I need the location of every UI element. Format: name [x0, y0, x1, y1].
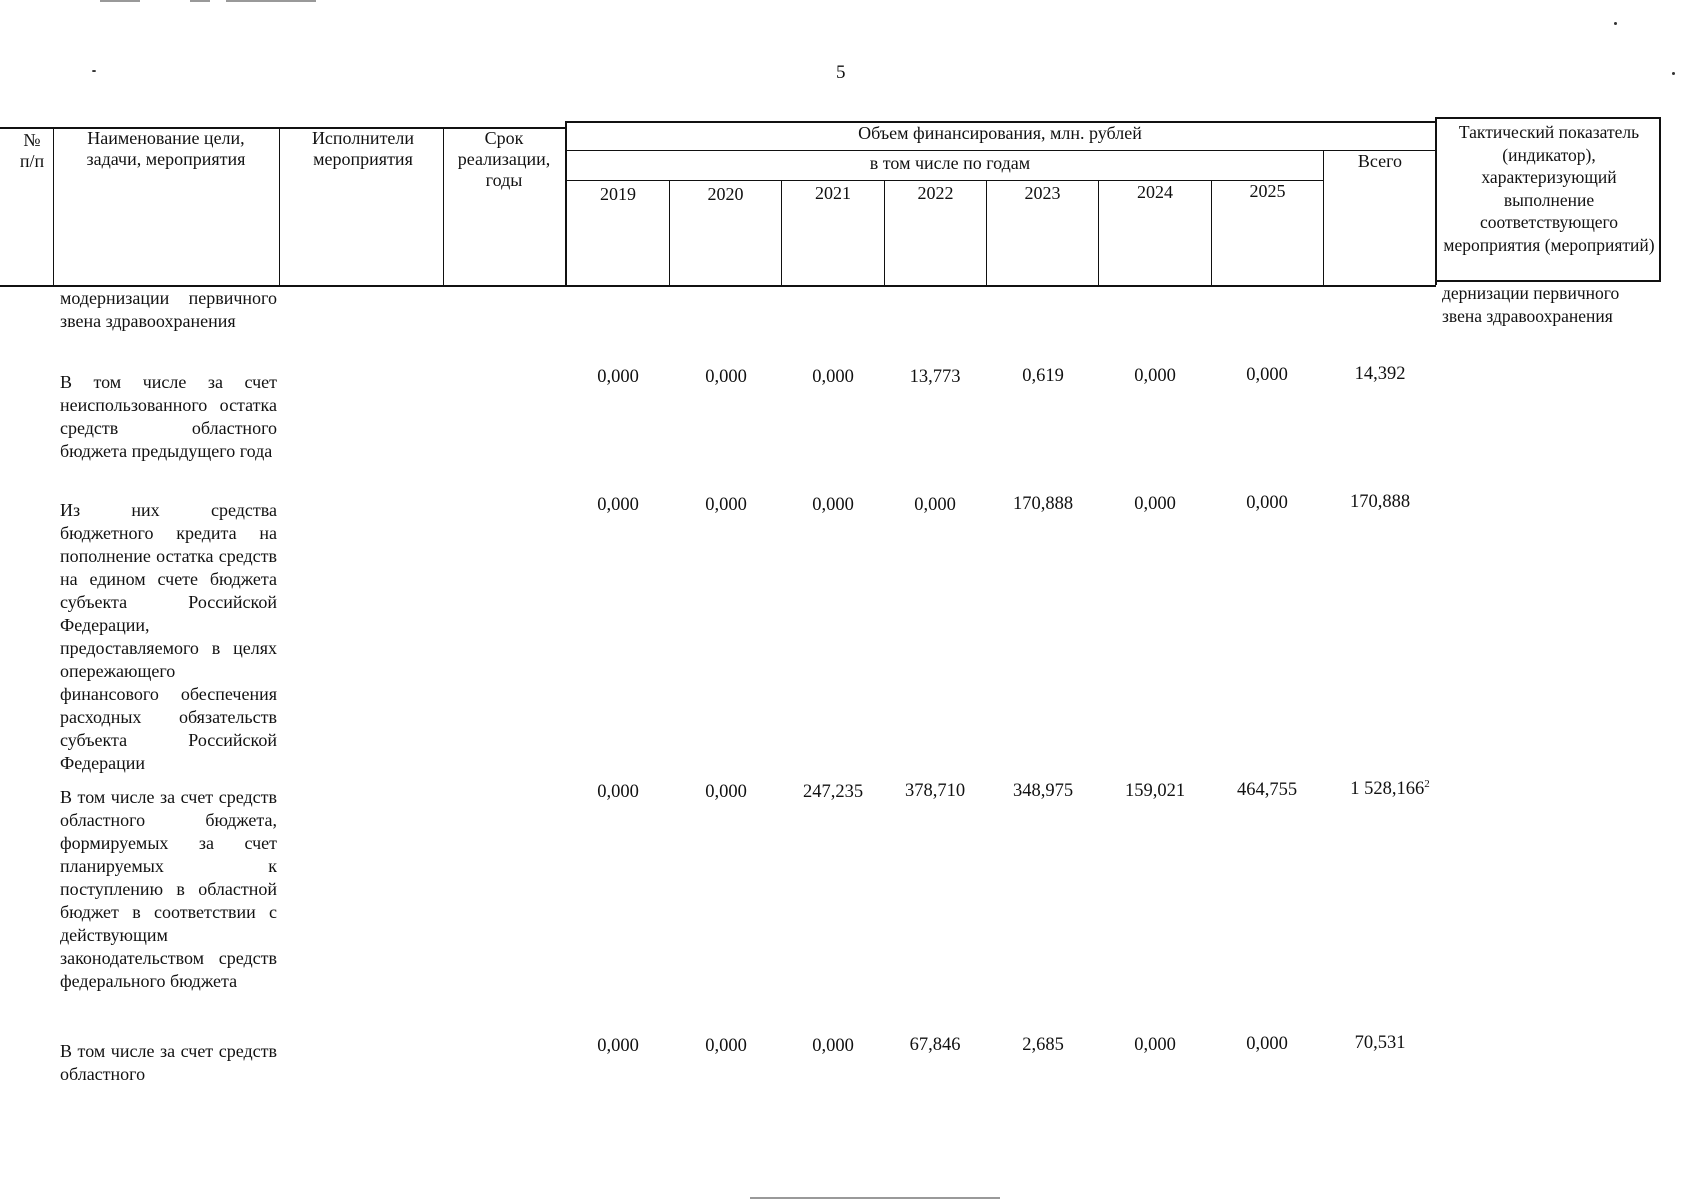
- value-total: 14,392: [1354, 364, 1406, 384]
- header-year: 2022: [917, 183, 954, 203]
- value-2019: 0,000: [597, 367, 639, 387]
- value-2025: 0,000: [1246, 493, 1288, 513]
- continuation-indicator: дернизации первичного звена здравоохранения: [1442, 283, 1620, 326]
- scan-smudge: [190, 0, 210, 2]
- value-2021: 247,235: [802, 782, 864, 802]
- value-2023: 2,685: [1022, 1035, 1064, 1055]
- value-2023: 170,888: [1012, 494, 1074, 514]
- value-total: 170,888: [1349, 492, 1411, 512]
- value-2024: 159,021: [1124, 781, 1186, 801]
- header-term: Срок реализации, годы: [457, 128, 551, 190]
- value-2021: 0,000: [812, 495, 854, 515]
- scan-smudge: [226, 0, 316, 2]
- header-year: 2024: [1137, 182, 1173, 202]
- value-2025: 464,755: [1236, 780, 1298, 800]
- page-number: 5: [836, 62, 846, 83]
- row-name: В том числе за счет неиспользованного остатка средств областного бюджета предыдущего года: [60, 372, 277, 461]
- header-year: 2020: [707, 184, 744, 204]
- value-2020: 0,000: [705, 367, 747, 387]
- scan-speck: [1672, 72, 1675, 75]
- value-2020: 0,000: [705, 495, 747, 515]
- value-2024: 0,000: [1134, 366, 1176, 386]
- header-number: № п/п: [19, 130, 45, 171]
- value-2019: 0,000: [597, 495, 639, 515]
- value-2021: 0,000: [812, 1036, 854, 1056]
- continuation-name: модернизации первичного звена здравоохранения: [60, 288, 277, 331]
- value-2019: 0,000: [597, 1036, 639, 1056]
- scan-speck: [92, 70, 96, 72]
- row-name: Из них средства бюджетного кредита на пополнение остатка средств на едином счете бюджета субъекта Российской Федерации, предоставляемого в целях опережающего финансового обеспечения расходных обязательств субъекта Российской Федерации: [60, 500, 277, 773]
- header-year: 2021: [815, 183, 851, 203]
- scan-smudge: [750, 1197, 1000, 1199]
- value-total: 70,531: [1354, 1033, 1406, 1053]
- value-2022: 67,846: [909, 1035, 961, 1055]
- value-2020: 0,000: [705, 782, 747, 802]
- value-2022: 0,000: [914, 495, 956, 515]
- value-2024: 0,000: [1134, 494, 1176, 514]
- value-2021: 0,000: [812, 367, 854, 387]
- value-2022: 13,773: [909, 367, 961, 387]
- value-2025: 0,000: [1246, 1034, 1288, 1054]
- row-name: В том числе за счет средств областного бюджета, формируемых за счет планируемых к поступлению в областной бюджет в соответствии с действующим законодательством средств федерального бюджета: [60, 787, 277, 991]
- value-2023: 0,619: [1022, 366, 1064, 386]
- header-executors: Исполнители мероприятия: [311, 128, 415, 169]
- header-indicator: Тактический показатель (индикатор), характеризующий выполнение соответствующего мероприятия (мероприятий): [1443, 122, 1655, 255]
- value-2020: 0,000: [705, 1036, 747, 1056]
- header-year: 2023: [1024, 183, 1061, 203]
- scan-smudge: [100, 0, 140, 2]
- value-2022: 378,710: [904, 781, 966, 801]
- header-year: 2025: [1249, 181, 1286, 201]
- header-total: Всего: [1357, 151, 1403, 171]
- header-year: 2019: [600, 184, 636, 204]
- value-2019: 0,000: [597, 782, 639, 802]
- value-2024: 0,000: [1134, 1035, 1176, 1055]
- row-name: В том числе за счет средств областного: [60, 1041, 277, 1084]
- value-2023: 348,975: [1012, 781, 1074, 801]
- header-by-years: в том числе по годам: [869, 153, 1031, 173]
- header-financing: Объем финансирования, млн. рублей: [858, 123, 1142, 143]
- value-2025: 0,000: [1246, 365, 1288, 385]
- header-name: Наименование цели, задачи, мероприятия: [86, 128, 246, 169]
- scan-speck: [1614, 22, 1617, 25]
- value-total: 1 528,166$^2$: [1350, 777, 1430, 799]
